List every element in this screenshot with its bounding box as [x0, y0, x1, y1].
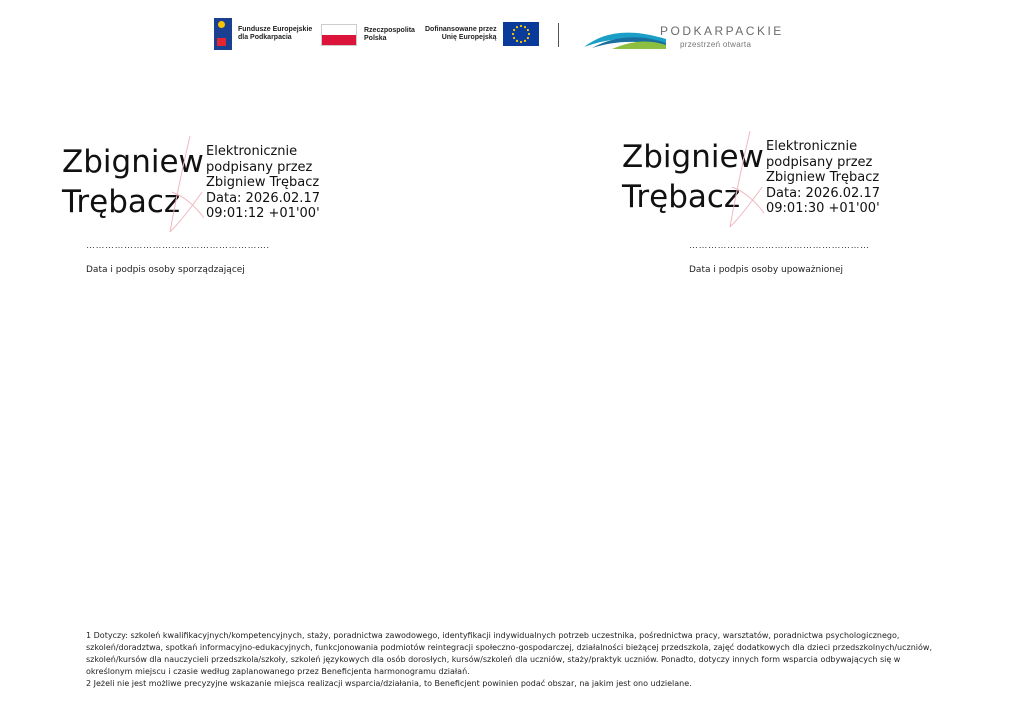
logo-fundusze-europejskie [214, 18, 312, 50]
signature-stamp-icon [158, 132, 208, 242]
signature-detail-line: Zbigniew Trębacz [766, 170, 880, 185]
logo-fe-line2: dla Podkarpacia [238, 34, 292, 41]
signature-caption: Data i podpis osoby sporządzającej [86, 265, 245, 275]
podkarpackie-hills-icon [582, 23, 668, 49]
polish-flag-icon [321, 24, 357, 46]
logo-pk-title: PODKARPACKIE [660, 24, 784, 38]
signature-detail-line: podpisany przez [206, 159, 313, 175]
logo-pk-subtitle: przestrzeń otwarta [680, 40, 752, 49]
logo-eu-line1: Dofinansowane przez [425, 26, 497, 33]
header-logos [210, 16, 800, 56]
logo-unia-europejska [425, 22, 539, 46]
logo-podkarpackie [582, 19, 792, 53]
signature-time: 09:01:12 +01'00' [206, 206, 320, 221]
signature-details [206, 144, 320, 222]
logo-rp-line2: Polska [364, 35, 387, 42]
signature-name-first: Zbigniew [622, 139, 764, 175]
signature-date: Data: 2026.02.17 [206, 190, 320, 206]
signature-name-last: Trębacz [62, 184, 181, 220]
signature-date: Data: 2026.02.17 [766, 185, 880, 201]
signature-name-last: Trębacz [622, 179, 741, 215]
logo-divider [558, 23, 559, 47]
signature-detail-line: Elektronicznie [766, 139, 858, 154]
logo-eu-line2: Unię Europejską [441, 34, 497, 41]
signature-detail-line: Elektronicznie [206, 144, 298, 159]
signature-dotted-line: …………………………………………………. [86, 240, 270, 250]
footnote-1: 1 Dotyczy: szkoleń kwalifikacyjnych/kompetencyjnych, staży, poradnictwa zawodowego, identyfikacji indywidualnych potrzeb uczestnika, pośrednictwa pracy, warsztatów, poradnictwa psychologicznego, szkoleń/doradztwa, spotkań informacyjno-edukacyjnych, funkcjonowania podmiotów reintegracji społeczno-gospodarczej, działalności bieżącej przedszkola, zajęć dodatkowych dla dzieci przedszkolnych/uczniów, szkoleń/kursów dla nauczycieli przedszkola/szkoły, szkoleń językowych dla osób dorosłych, kursów/szkoleń dla uczniów, staży/praktyk uczniów. Ponadto, dotyczy innych form wsparcia odbywających się w określonym miejscu i czasie według zaplanowanego przez Beneficjenta harmonogramu działań. [86, 631, 932, 676]
signature-detail-line: podpisany przez [766, 154, 873, 170]
logo-rp-line1: Rzeczpospolita [364, 27, 415, 34]
signature-stamp-icon [718, 127, 768, 237]
eu-flag-icon [503, 22, 539, 46]
signature-dotted-line: ………………………………………………… [689, 240, 870, 250]
logo-fe-line1: Fundusze Europejskie [238, 26, 313, 33]
signature-caption: Data i podpis osoby upoważnionej [689, 265, 843, 275]
fe-emblem-icon [214, 18, 232, 50]
footnotes [86, 630, 946, 690]
signature-block-right [622, 137, 912, 233]
signature-detail-line: Zbigniew Trębacz [206, 175, 320, 190]
signature-time: 09:01:30 +01'00' [766, 201, 880, 216]
signature-details [766, 139, 880, 217]
signature-block-left [62, 142, 352, 238]
signature-name-first: Zbigniew [62, 144, 204, 180]
logo-rzeczpospolita [321, 24, 415, 46]
footnote-2: 2 Jeżeli nie jest możliwe precyzyjne wskazanie miejsca realizacji wsparcia/działania, to Beneficjent powinien podać obszar, na jakim jest ono udzielane. [86, 679, 692, 688]
